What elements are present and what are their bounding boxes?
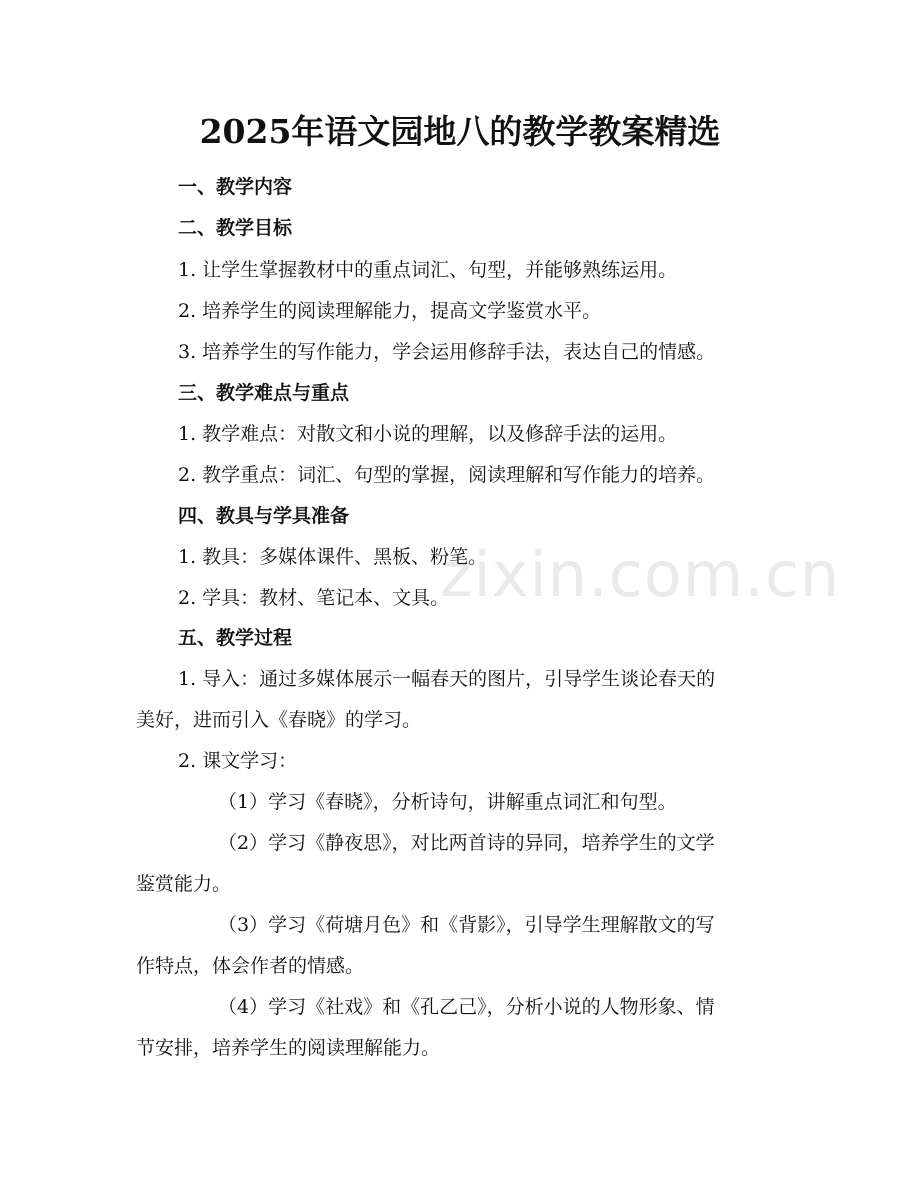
paragraph-line: 美好，进而引入《春晓》的学习。 xyxy=(136,709,422,731)
paragraph-line: 鉴赏能力。 xyxy=(136,873,232,895)
list-item: 1. 教具：多媒体课件、黑板、粉笔。 xyxy=(178,546,488,568)
watermark: zixin.com.cn xyxy=(440,538,841,611)
list-item: 2. 学具：教材、笔记本、文具。 xyxy=(178,587,450,609)
list-item: 1. 教学难点：对散文和小说的理解，以及修辞手法的运用。 xyxy=(178,423,678,445)
section-heading: 二、教学目标 xyxy=(178,217,293,239)
paragraph-line: 作特点，体会作者的情感。 xyxy=(136,955,365,977)
list-item: 2. 培养学生的阅读理解能力，提高文学鉴赏水平。 xyxy=(178,300,602,322)
section-heading: 五、教学过程 xyxy=(178,627,293,649)
page-title: 2025年语文园地八的教学教案精选 xyxy=(199,112,721,151)
sub-list-item: （3）学习《荷塘月色》和《背影》，引导学生理解散文的写 xyxy=(218,914,715,936)
section-heading: 一、教学内容 xyxy=(178,176,293,198)
section-heading: 三、教学难点与重点 xyxy=(178,382,350,404)
paragraph-line: 1. 导入：通过多媒体展示一幅春天的图片，引导学生谈论春天的 xyxy=(178,668,716,690)
list-item: 1. 让学生掌握教材中的重点词汇、句型，并能够熟练运用。 xyxy=(178,259,678,281)
sub-list-item: （1）学习《春晓》，分析诗句，讲解重点词汇和句型。 xyxy=(218,791,677,813)
list-item: 2. 课文学习： xyxy=(178,750,298,772)
list-item: 2. 教学重点：词汇、句型的掌握，阅读理解和写作能力的培养。 xyxy=(178,464,716,486)
list-item: 3. 培养学生的写作能力，学会运用修辞手法，表达自己的情感。 xyxy=(178,341,716,363)
paragraph-line: 节安排，培养学生的阅读理解能力。 xyxy=(136,1037,441,1059)
sub-list-item: （4）学习《社戏》和《孔乙己》，分析小说的人物形象、情 xyxy=(218,996,715,1018)
section-heading: 四、教具与学具准备 xyxy=(178,505,350,527)
sub-list-item: （2）学习《静夜思》，对比两首诗的异同，培养学生的文学 xyxy=(218,832,715,854)
